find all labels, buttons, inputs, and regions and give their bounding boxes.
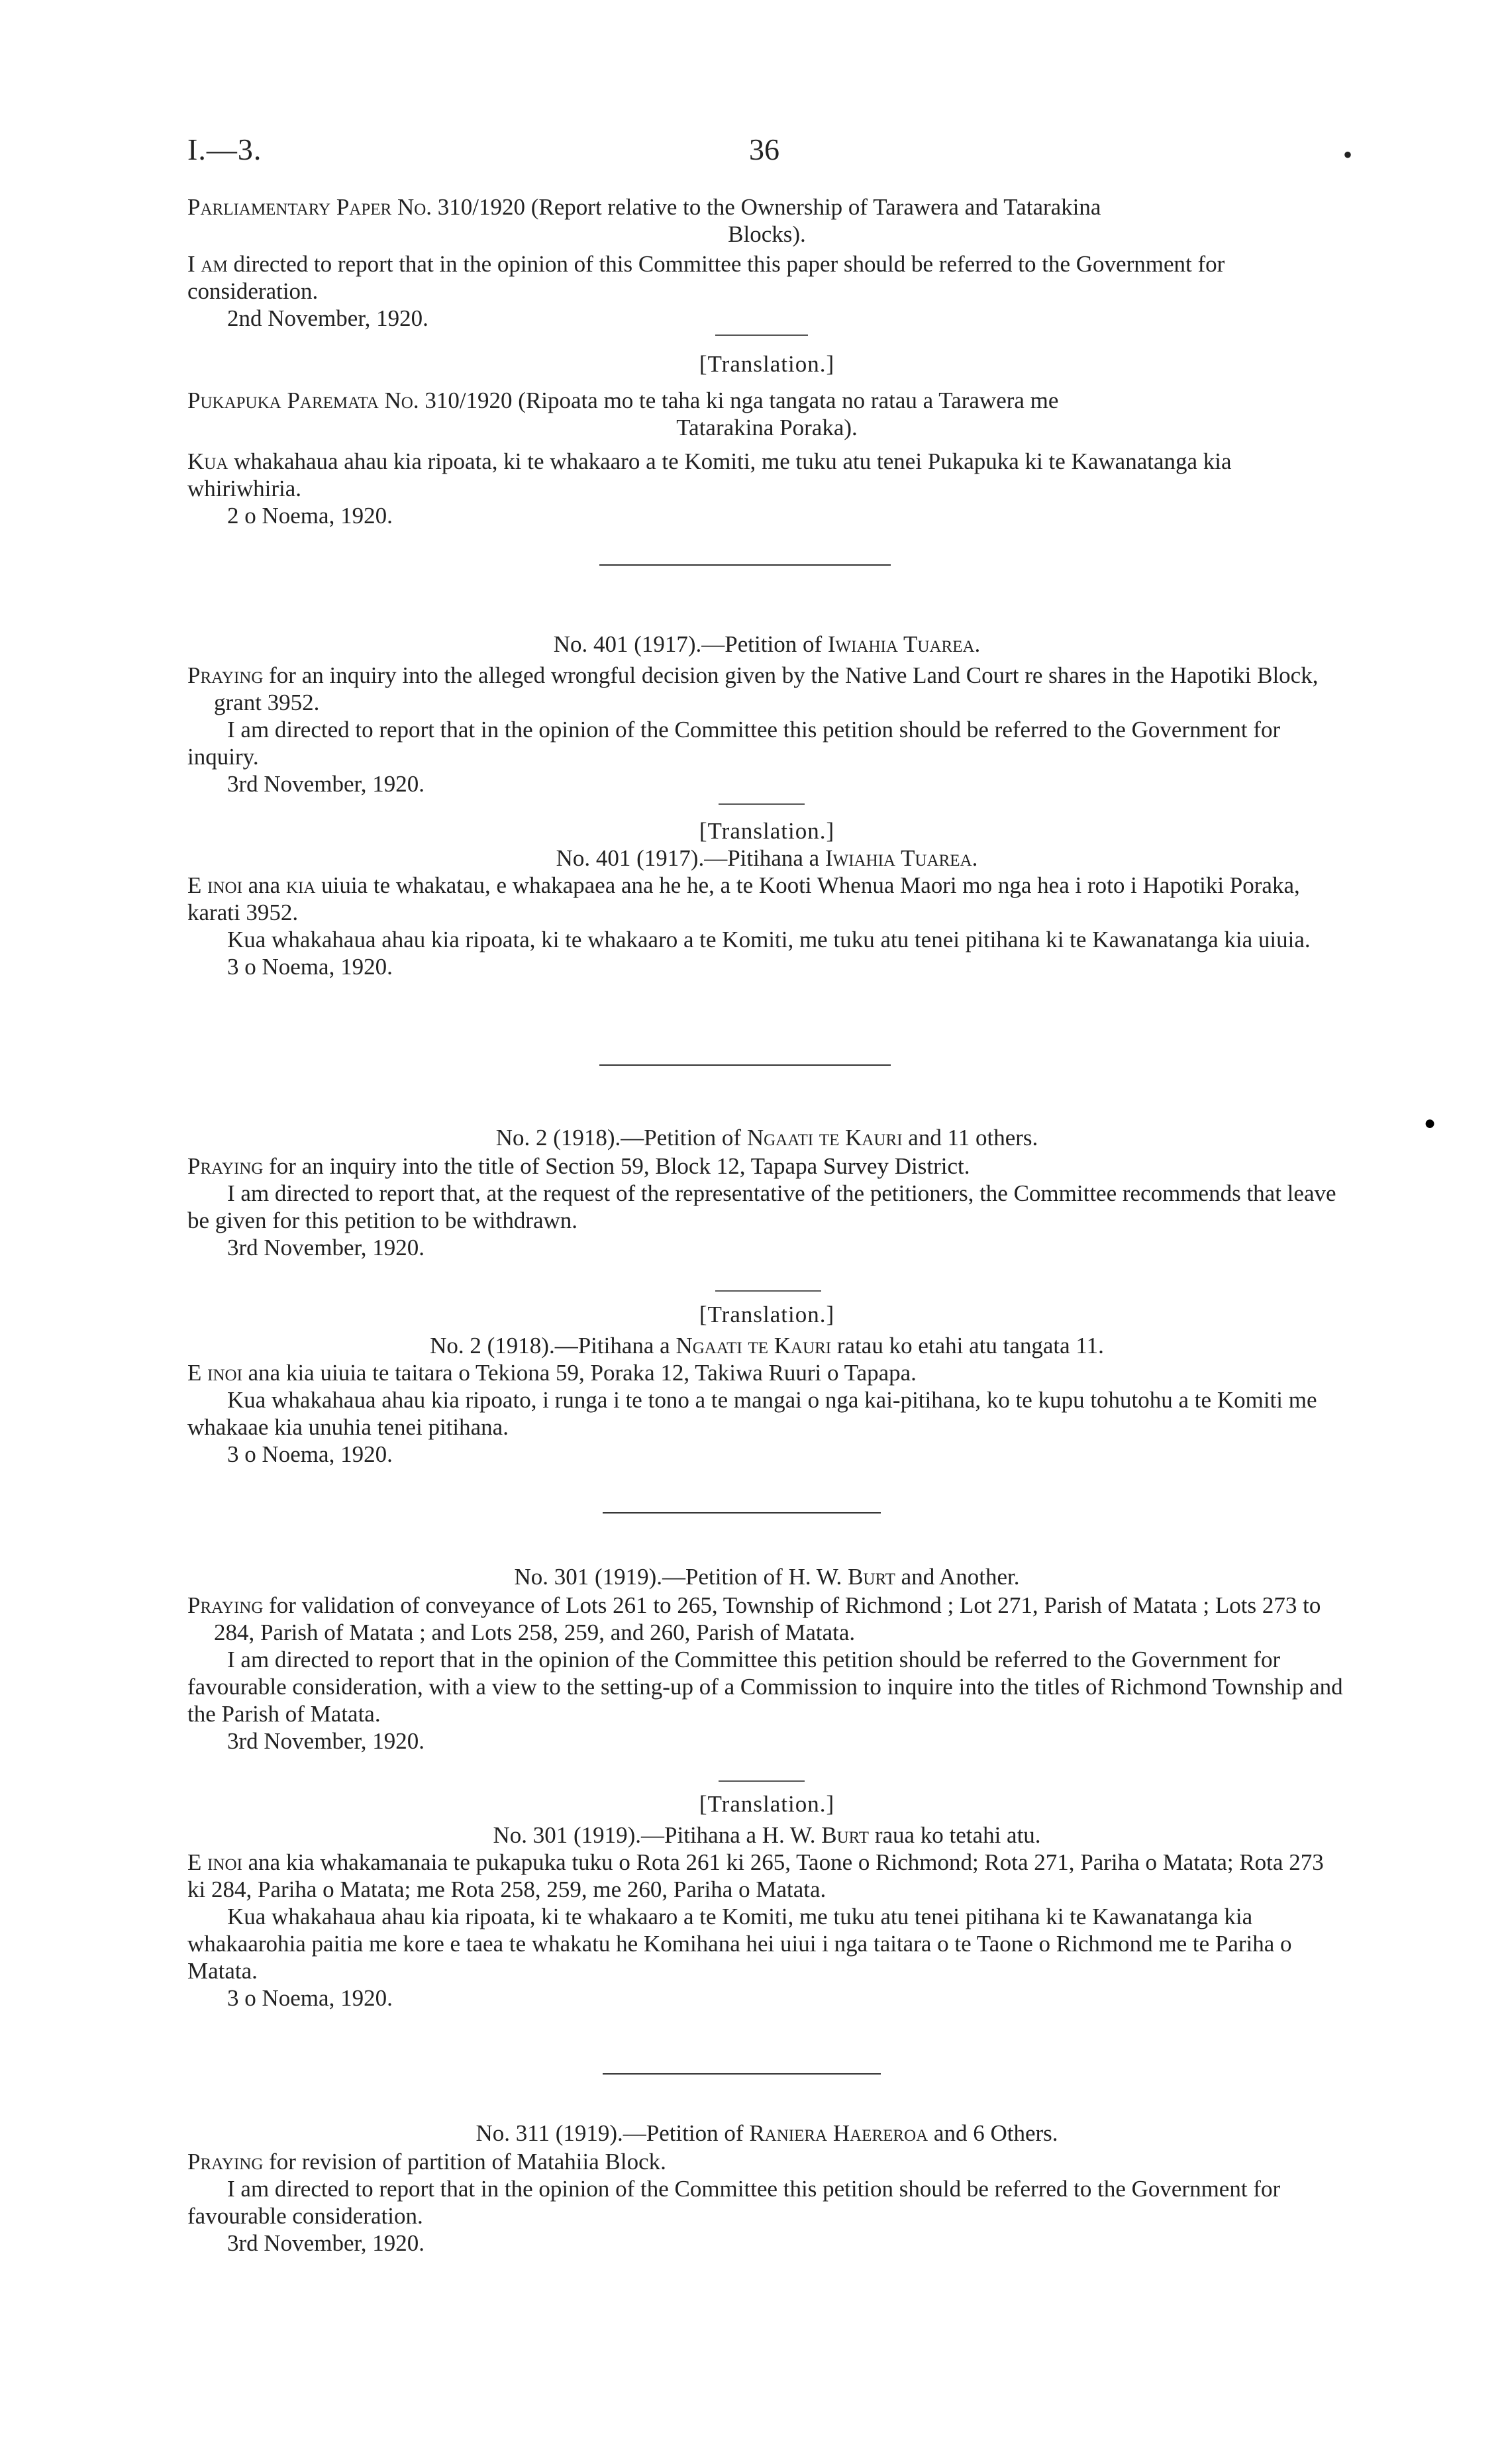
petition-301-date: 3rd November, 1920. [227, 1728, 425, 1754]
petition-301-translation-body-2: Kua whakahaua ahau kia ripoata, ki te whakaaro a te Komiti, me tuku atu tenei pitihana ki te Kawanatanga kia whakaarohia paitia me kore e taea te whakatu he Komihana hei uiui i nga taitara o te Taone o Richmond me te Pariha o Matata. [187, 1904, 1292, 1984]
section-divider [603, 1512, 881, 1514]
petition-2-translation-body-2: Kua whakahaua ahau kia ripoato, i runga i te tono a te mangai o nga kai-pitihana, ko te kupu tohutohu a te Komiti me whakaae kia unuhia tenei pitihana. [187, 1387, 1317, 1440]
petition-2-translation-label: [Translation.] [699, 1302, 835, 1327]
petition-2-translation-body: E inoi ana kia uiuia te taitara o Tekiona 59, Poraka 12, Takiwa Ruuri o Tapapa. [187, 1360, 917, 1386]
petition-401-translation-body-2: Kua whakahaua ahau kia ripoata, ki te whakaaro a te Komiti, me tuku atu tenei pitihana ki te Kawanatanga kia uiuia. [227, 927, 1311, 952]
petition-2-translation-date: 3 o Noema, 1920. [227, 1441, 393, 1467]
paper-reference: I.—3. [187, 132, 262, 166]
petition-2-date: 3rd November, 1920. [227, 1235, 425, 1260]
petition-311-title: No. 311 (1919).—Petition of Raniera Haereroa and 6 Others. [476, 2120, 1058, 2146]
paper-310-translation-body: Kua whakahaua ahau kia ripoata, ki te whakaaro a te Komiti, me tuku atu tenei Pukapuka ki te Kawanatanga kia whiriwhiria. [187, 448, 1232, 501]
petition-401-translation-date: 3 o Noema, 1920. [227, 954, 393, 980]
page-header [187, 132, 1353, 170]
petition-401-translation-title: No. 401 (1917).—Pitihana a Iwiahia Tuarea. [556, 845, 978, 871]
divider-short [719, 803, 805, 805]
petition-301-praying: Praying for validation of conveyance of Lots 261 to 265, Township of Richmond ; Lot 271, Parish of Matata ; Lots 273 to 284, Parish of Matata ; and Lots 258, 259, and 260, Parish of Matata. [187, 1592, 1321, 1645]
petition-2-title: No. 2 (1918).—Petition of Ngaati te Kauri and 11 others. [495, 1125, 1038, 1151]
paper-310-heading: Parliamentary Paper No. 310/1920 (Report relative to the Ownership of Tarawera and Tatarakina Blocks). [187, 194, 1101, 247]
page-number: 36 [749, 132, 779, 166]
petition-301-translation-body: E inoi ana kia whakamanaia te pukapuka tuku o Rota 261 ki 265, Taone o Richmond; Rota 271, Pariha o Matata; Rota 273 ki 284, Pariha o Matata; me Rota 258, 259, me 260, Pariha o Matata. [187, 1849, 1324, 1902]
petition-301-body: I am directed to report that in the opinion of the Committee this petition should be referred to the Government for favourable consideration, with a view to the setting-up of a Commission to inquire into the titles of Richmond Township and the Parish of Matata. [187, 1647, 1343, 1727]
petition-401-body: I am directed to report that in the opinion of the Committee this petition should be referred to the Government for inquiry. [187, 717, 1281, 770]
petition-401-praying: Praying for an inquiry into the alleged wrongful decision given by the Native Land Court re shares in the Hapotiki Block, grant 3952. [187, 662, 1319, 715]
petition-311-body: I am directed to report that in the opinion of the Committee this petition should be referred to the Government for favourable consideration. [187, 2176, 1281, 2229]
petition-301-title: No. 301 (1919).—Petition of H. W. Burt and Another. [514, 1564, 1020, 1590]
petition-2-section [187, 1124, 1346, 1468]
header-dot: • [1343, 140, 1353, 170]
petition-2-body: I am directed to report that, at the request of the representative of the petitioners, the Committee recommends that leave be given for this petition to be withdrawn. [187, 1180, 1336, 1233]
petition-401-section [187, 631, 1346, 980]
margin-bullet: ● [1424, 1112, 1436, 1134]
petition-301-translation-date: 3 o Noema, 1920. [227, 1985, 393, 2011]
petition-2-translation-title: No. 2 (1918).—Pitihana a Ngaati te Kauri ratau ko etahi atu tangata 11. [430, 1333, 1104, 1359]
paper-310-translation-label: [Translation.] [699, 351, 835, 377]
section-divider [599, 564, 891, 566]
paper-310-translation-date: 2 o Noema, 1920. [227, 503, 393, 529]
divider-short [715, 1290, 821, 1292]
petition-401-title: No. 401 (1917).—Petition of Iwiahia Tuarea. [553, 631, 981, 657]
petition-311-date: 3rd November, 1920. [227, 2230, 425, 2256]
paper-310-translation-heading: Pukapuka Paremata No. 310/1920 (Ripoata mo te taha ki nga tangata no ratau a Tarawera me Tatarakina Poraka). [187, 387, 1059, 440]
petition-301-section [187, 1563, 1346, 2012]
petition-311-praying: Praying for revision of partition of Matahiia Block. [187, 2149, 666, 2175]
paper-310-date: 2nd November, 1920. [227, 305, 428, 331]
section-divider [603, 2073, 881, 2075]
paper-310-body: I am directed to report that in the opinion of this Committee this paper should be referred to the Government for consideration. [187, 251, 1225, 304]
petition-301-translation-label: [Translation.] [699, 1791, 835, 1817]
paper-310-section [187, 193, 1346, 529]
petition-401-date: 3rd November, 1920. [227, 771, 425, 797]
divider-short [719, 1780, 805, 1782]
petition-401-translation-label: [Translation.] [699, 818, 835, 844]
section-divider [599, 1064, 891, 1066]
divider-short [715, 334, 808, 336]
petition-311-section [187, 2120, 1346, 2257]
petition-2-praying: Praying for an inquiry into the title of Section 59, Block 12, Tapapa Survey District. [187, 1153, 970, 1179]
petition-401-translation-body: E inoi ana kia uiuia te whakatau, e whakapaea ana he he, a te Kooti Whenua Maori mo nga hea i roto i Hapotiki Poraka, karati 3952. [187, 872, 1300, 925]
petition-301-translation-title: No. 301 (1919).—Pitihana a H. W. Burt raua ko tetahi atu. [493, 1822, 1041, 1848]
